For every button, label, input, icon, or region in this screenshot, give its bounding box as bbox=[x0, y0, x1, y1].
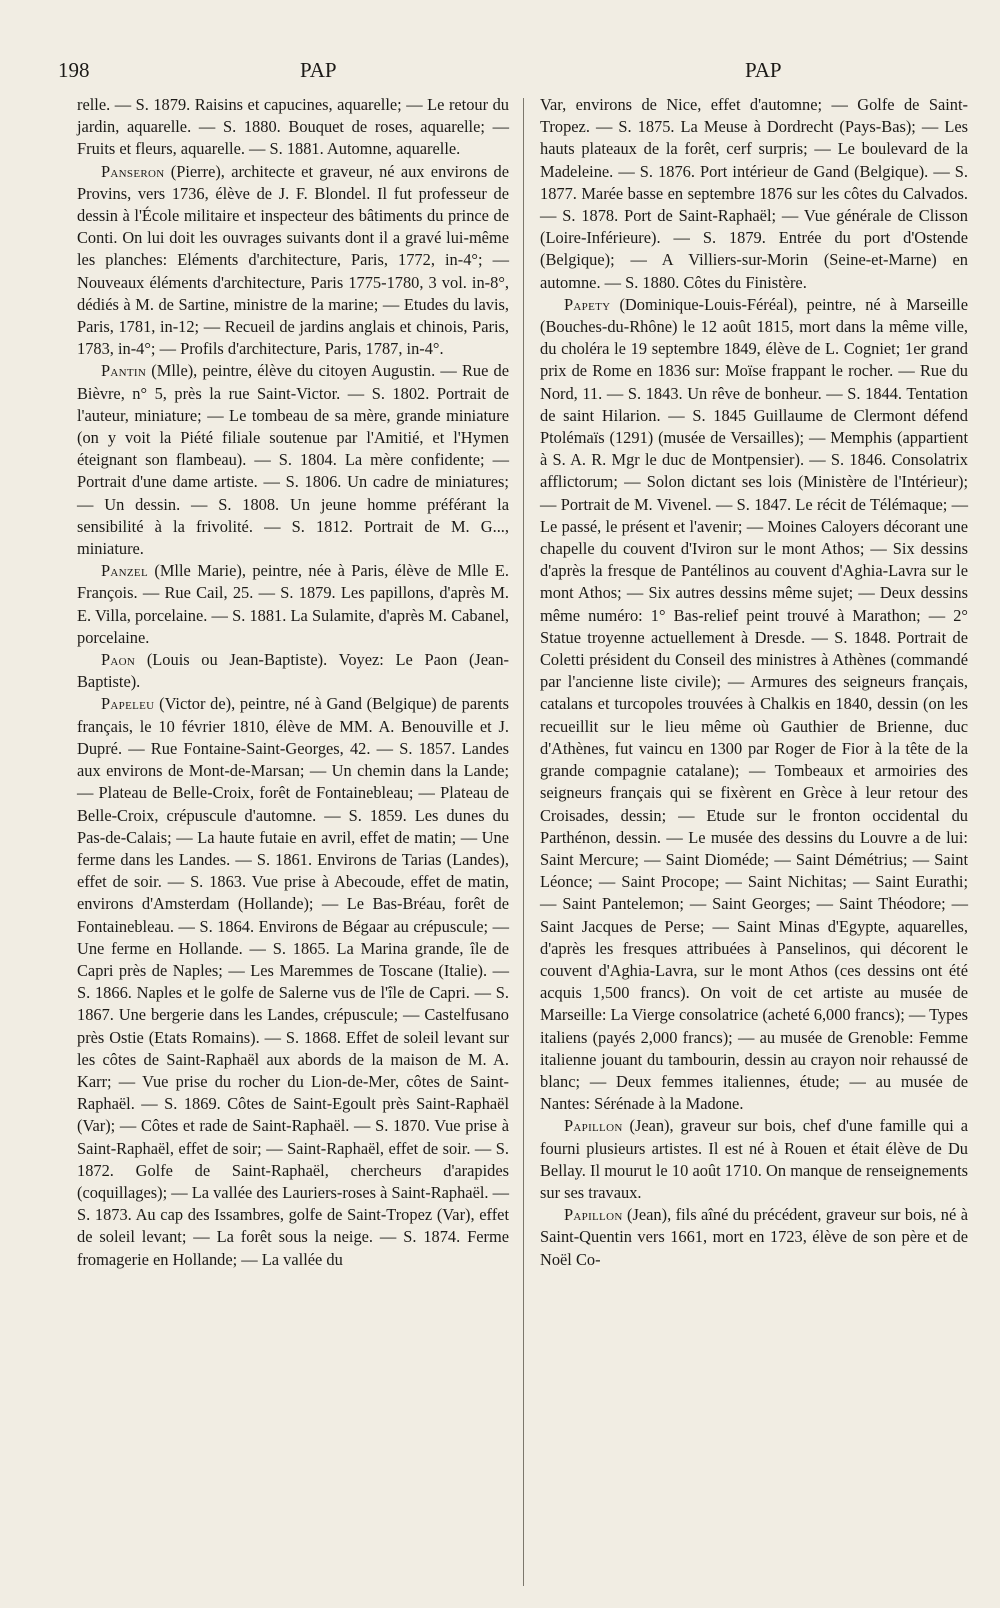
entry-name: Pantin bbox=[101, 361, 147, 381]
entry-papillon-2 bbox=[540, 1204, 968, 1271]
page-number: 198 bbox=[58, 58, 90, 82]
entry-panseron bbox=[77, 161, 509, 361]
entry-text: (Jean), graveur sur bois, chef d'une famille qui a fourni plusieurs artistes. Il est né à Rouen et était élève de Du Bellay. Il mourut le 10 août 1710. On manque de renseignements sur ses travaux. bbox=[540, 1116, 968, 1202]
entry-panzel bbox=[77, 560, 509, 649]
entry-text: (Victor de), peintre, né à Gand (Belgique) de parents français, le 10 février 1810, élève de MM. A. Benouville et J. Dupré. — Rue Fontaine-Saint-Georges, 42. — S. 1857. Landes aux environs de Mont-de-Marsan; — Un chemin dans la Lande; — Plateau de Belle-Croix, forêt de Fontainebleau; — Plateau de Belle-Croix, crépuscule d'automne. — S. 1859. Les dunes du Pas-de-Calais; — La haute futaie en avril, effet de matin; — Une ferme dans les Landes. — S. 1861. Environs de Tarias (Landes), effet de soir. — S. 1863. Vue prise à Abecoude, effet de matin, environs d'Amsterdam (Hollande); — Le Bas-Bréau, forêt de Fontainebleau. — S. 1864. Environs de Bégaar au crépuscule; — Une ferme en Hollande. — S. 1865. La Marina grande, île de Capri près de Naples; — Les Maremmes de Toscane (Italie). — S. 1866. Naples et le golfe de Salerne vus de l'île de Capri. — S. 1867. Une bergerie dans les Landes, crépuscule; — Castelfusano près Ostie (Etats Romains). — S. 1868. Effet de soleil levant sur les côtes de Saint-Raphaël aux abords de la maison de M. A. Karr; — Vue prise du rocher du Lion-de-Mer, côtes de Saint-Raphaël. — S. 1869. Côtes de Saint-Egoult près Saint-Raphaël (Var); — Côtes et rade de Saint-Raphaël. — S. 1870. Vue prise à Saint-Raphaël, effet de soir; — Saint-Raphaël, effet de soir. — S. 1872. Golfe de Saint-Raphaël, chercheurs d'arapides (coquillages); — La vallée des Lauriers-roses à Saint-Raphaël. — S. 1873. Au cap des Issambres, golfe de Saint-Tropez (Var), effet de soleil levant; — La forêt sous la neige. — S. 1874. Ferme fromagerie en Hollande; — La vallée du bbox=[77, 694, 509, 1269]
entry-name: Papillon bbox=[564, 1205, 623, 1225]
entry-text: (Louis ou Jean-Baptiste). Voyez: Le Paon (Jean-Baptiste). bbox=[77, 650, 509, 692]
running-header bbox=[0, 58, 1000, 88]
entry-text: (Mlle Marie), peintre, née à Paris, élève de Mlle E. François. — Rue Cail, 25. — S. 1879. Les papillons, d'après M. E. Villa, porcelaine. — S. 1881. La Sulamite, d'après M. Cabanel, porcelaine. bbox=[77, 561, 509, 647]
entry-text: Var, environs de Nice, effet d'automne; — Golfe de Saint-Tropez. — S. 1875. La Meuse à Dordrecht (Pays-Bas); — Les hauts plateaux de la forêt, cerf surpris; — Le boulevard de la Madeleine. — S. 1876. Port intérieur de Gand (Belgique). — S. 1877. Marée basse en septembre 1876 sur les côtes du Calvados. — S. 1878. Port de Saint-Raphaël; — Vue générale de Clisson (Loire-Inférieure). — S. 1879. Entrée du port d'Ostende (Belgique); — A Villiers-sur-Morin (Seine-et-Marne) en automne. — S. 1880. Côtes du Finistère. bbox=[540, 95, 968, 292]
entry-text: (Jean), fils aîné du précédent, graveur sur bois, né à Saint-Quentin vers 1661, mort en 1723, élève de son père et de Noël Co- bbox=[540, 1205, 968, 1269]
entry-continuation bbox=[77, 94, 509, 161]
entry-name: Paon bbox=[101, 650, 136, 670]
entry-text: relle. — S. 1879. Raisins et capucines, aquarelle; — Le retour du jardin, aquarelle. — S. 1880. Bouquet de roses, aquarelle; — Fruits et fleurs, aquarelle. — S. 1881. Automne, aquarelle. bbox=[77, 95, 509, 159]
entry-paon bbox=[77, 649, 509, 693]
entry-pantin bbox=[77, 360, 509, 560]
entry-name: Papety bbox=[564, 294, 611, 314]
entry-papillon-1 bbox=[540, 1115, 968, 1204]
right-column bbox=[540, 94, 968, 1271]
right-running-head: PAP bbox=[745, 58, 782, 82]
entry-name: Papeleu bbox=[101, 694, 155, 714]
entry-name: Panseron bbox=[101, 161, 165, 181]
entry-name: Papillon bbox=[564, 1116, 623, 1136]
entry-text: (Mlle), peintre, élève du citoyen Augustin. — Rue de Bièvre, n° 5, près la rue Saint-Victor. — S. 1802. Portrait de l'auteur, miniature; — Le tombeau de sa mère, grande miniature (on y voit la Piété filiale soutenue par l'Amitié, et l'Hymen éteignant son flambeau). — S. 1804. La mère confidente; — Portrait d'une dame artiste. — S. 1806. Un cadre de miniatures; — Un dessin. — S. 1808. Un jeune homme préférant la sensibilité à la frivolité. — S. 1812. Portrait de M. G..., miniature. bbox=[77, 361, 509, 559]
entry-name: Panzel bbox=[101, 561, 148, 581]
entry-text: (Pierre), architecte et graveur, né aux environs de Provins, vers 1736, élève de J. F. Blondel. Il fut professeur de dessin à l'École militaire et inspecteur des bâtiments du prince de Conti. On lui doit les ouvrages suivants dont il a gravé lui-même les planches: Eléments d'architecture, Paris, 1772, in-4°; — Nouveaux éléments d'architecture, Paris 1775-1780, 3 vol. in-8°, dédiés à M. de Sartine, ministre de la marine; — Etudes du lavis, Paris, 1781, in-12; — Recueil de jardins anglais et chinois, Paris, 1783, in-4°; — Profils d'architecture, Paris, 1787, in-4°. bbox=[77, 161, 509, 359]
entry-papeleu bbox=[77, 693, 509, 1270]
left-column bbox=[77, 94, 509, 1271]
entry-continuation bbox=[540, 94, 968, 294]
entry-papety bbox=[540, 294, 968, 1116]
left-running-head: PAP bbox=[300, 58, 337, 82]
column-divider bbox=[523, 98, 524, 1586]
entry-text: (Dominique-Louis-Féréal), peintre, né à Marseille (Bouches-du-Rhône) le 12 août 1815, mort dans la même ville, du choléra le 19 septembre 1849, élève de L. Cogniet; 1er grand prix de Rome en 1836 sur: Moïse frappant le rocher. — Rue du Nord, 11. — S. 1843. Un rêve de bonheur. — S. 1844. Tentation de saint Hilarion. — S. 1845 Guillaume de Clermont défend Ptolémaïs (1291) (musée de Versailles); — Memphis (appartient à S. A. R. Mgr le duc de Montpensier). — S. 1846. Consolatrix afflictorum; — Solon dictant ses lois (Ministère de l'Intérieur); — Portrait de M. Vivenel. — S. 1847. Le récit de Télémaque; — Le passé, le présent et l'avenir; — Moines Caloyers décorant une chapelle du couvent d'Iviron sur le mont Athos; — Six dessins d'après la fresque de Pantélinos au couvent d'Aghia-Lavra sur le mont Athos; — Six autres dessins même sujet; — Deux dessins même numéro: 1° Bas-relief peint trouvé à Marathon; — 2° Statue troyenne actuellement à Dresde. — S. 1848. Portrait de Coletti président du Conseil des ministres à Athènes (commandé par l'ancienne liste civile); — Armures des seigneurs français, catalans et turcopoles trouvées à Chalkis en 1840, dessin (on les recueillit sur le lieu même où Gauthier de Brienne, duc d'Athènes, fut vaincu en 1300 par Roger de Fior à la tête de la grande compagnie catalane); — Tombeaux et armoiries des seigneurs français qui se fixèrent en Grèce à leur retour des Croisades, dessin; — Etude sur le fronton occidental du Parthénon, dessin. — Le musée des dessins du Louvre a de lui: Saint Mercure; — Saint Dioméde; — Saint Démétrius; — Saint Léonce; — Saint Procope; — Saint Nichitas; — Saint Eurathi; — Saint Pantelemon; — Saint Georges; — Saint Théodore; — Saint Jacques de Perse; — Saint Minas d'Egypte, aquarelles, d'après les fresques attribuées à Panselinos, qui décorent le couvent d'Aghia-Lavra, sur le mont Athos (ces dessins ont été acquis 1,500 francs). On voit de cet artiste au musée de Marseille: La Vierge consolatrice (acheté 6,000 francs); — Types italiens (payés 2,000 francs); — au musée de Grenoble: Femme italienne jouant du tambourin, dessin au crayon noir rehaussé de blanc; — Deux femmes italiennes, étude; — au musée de Nantes: Sérénade à la Madone. bbox=[540, 294, 968, 1114]
